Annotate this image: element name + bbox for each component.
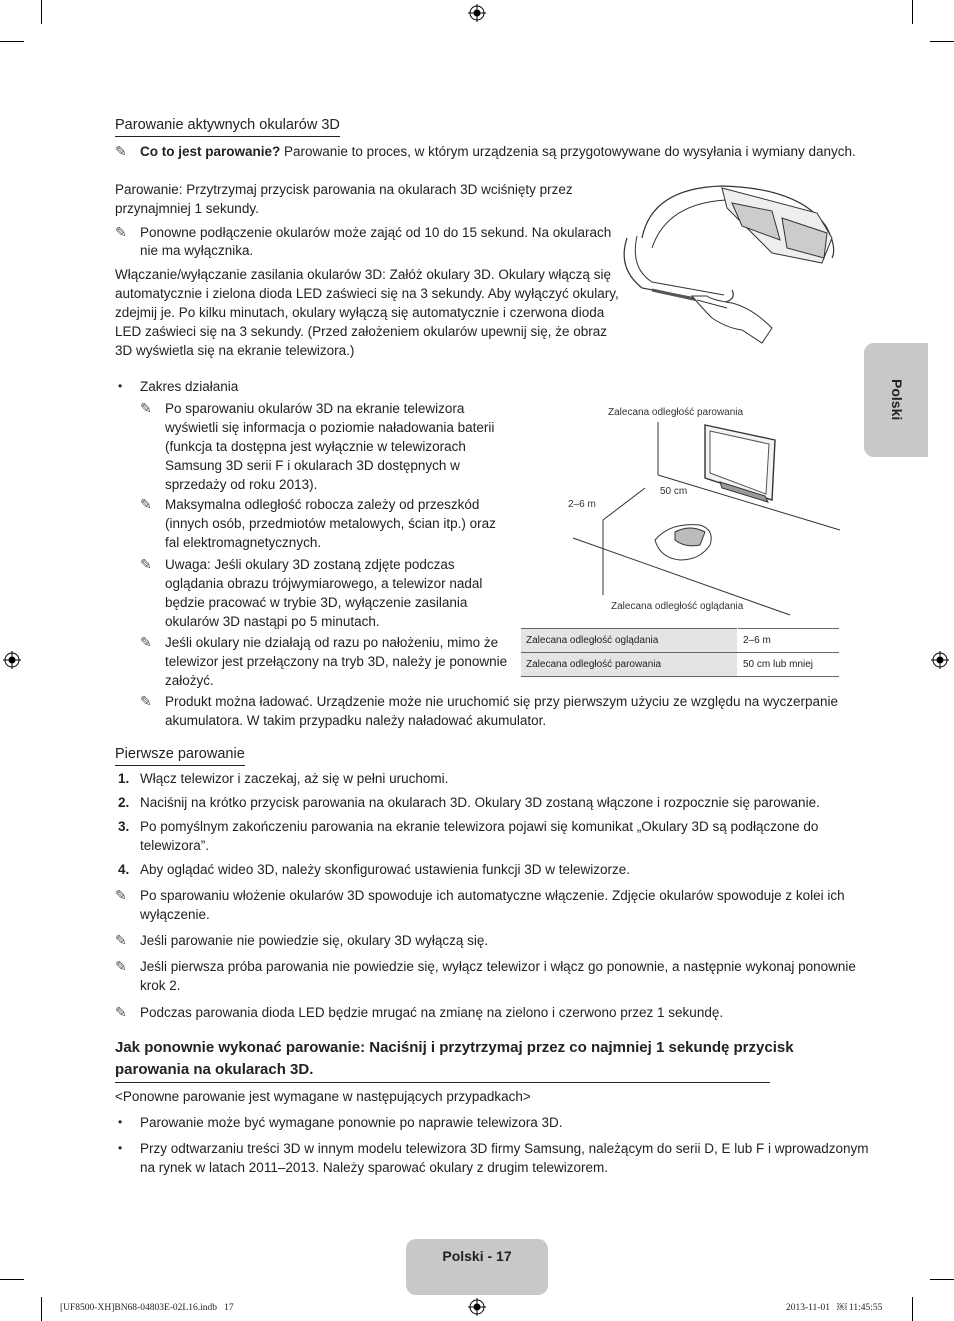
range-note-5 <box>165 692 838 730</box>
text-line: (innych osób, przedmiotów metalowych, ścian itp.) oraz <box>165 516 496 531</box>
step-text: Aby oglądać wideo 3D, należy skonfigurować ustawienia funkcji 3D w telewizorze. <box>140 862 630 877</box>
diagram-label-pairing-distance: Zalecana odległość parowania <box>608 407 744 418</box>
print-footer-right: 2013-11-01 ￼ 11:45:55 <box>786 1303 883 1313</box>
note-pencil-icon: ✎ <box>115 887 127 903</box>
text-line: (funkcja ta dostępna jest wyłącznie w telewizorach <box>165 439 466 454</box>
pairing-paragraph-line2: przynajmniej 1 sekundy. <box>115 201 259 216</box>
text-line: sprzedaży od roku 2013). <box>165 477 318 492</box>
diagram-label-range: 2–6 m <box>568 499 596 510</box>
table-row <box>521 629 839 653</box>
text-line: będzie pracować w trybie 3D, wyłączenie zasilania <box>165 595 468 610</box>
crop-mark <box>912 1297 913 1321</box>
repair-bullet-text: Parowanie może być wymagane ponownie po naprawie telewizora 3D. <box>140 1115 563 1130</box>
bullet-icon: • <box>118 1115 123 1129</box>
range-bullet-label: Zakres działania <box>140 379 239 394</box>
repair-intro: <Ponowne parowanie jest wymagane w następujących przypadkach> <box>115 1089 531 1104</box>
text-line: Produkt można ładować. Urządzenie może nie uruchomić się przy pierwszym użyciu ze względu na wyczerpanie <box>165 694 839 709</box>
diagram-label-viewing-distance: Zalecana odległość oglądania <box>611 601 744 612</box>
heading-line: Jak ponownie wykonać parowanie: Naciśnij i przytrzymaj przez co najmniej 1 sekundę przycisk <box>115 1039 794 1056</box>
pairing-paragraph: Parowanie: Przytrzymaj przycisk parowania na okularach 3D wciśnięty przez <box>115 182 573 197</box>
table-cell-label: Zalecana odległość oglądania <box>521 629 738 653</box>
note-pencil-icon: ✎ <box>115 932 127 948</box>
step-number: 1. <box>118 771 130 786</box>
text-line: Uwaga: Jeśli okulary 3D zostaną zdjęte podczas <box>165 557 455 572</box>
text-line: fal elektromagnetycznych. <box>165 535 322 550</box>
text-line: telewizor jest przełączony na tryb 3D, należy je ponownie <box>165 654 508 669</box>
range-note-3 <box>165 555 482 631</box>
section-heading-repair <box>115 1037 794 1083</box>
power-paragraph-line: Włączanie/wyłączanie zasilania okularów 3D: Załóż okulary 3D. Okulary włączą się <box>115 267 611 282</box>
note-pencil-icon: ✎ <box>140 634 152 650</box>
power-paragraph-line: zdejmij je. Po kilku minutach, okulary wyłączą się automatycznie i czerwona dioda <box>115 305 605 320</box>
bullet-icon: • <box>118 379 123 393</box>
section-heading-first-pairing: Pierwsze parowanie <box>115 745 245 766</box>
note-pencil-icon: ✎ <box>140 556 152 572</box>
first-note-text: Podczas parowania dioda LED będzie mrugać na zmianę na zielono i czerwono przez 1 sekundę. <box>140 1005 724 1020</box>
note-pencil-icon: ✎ <box>140 496 152 512</box>
page-number: Polski - 17 <box>442 1248 512 1264</box>
text-line: okularów 3D nastąpi po 5 minutach. <box>165 614 380 629</box>
bullet-icon: • <box>118 1141 123 1155</box>
registration-mark-icon <box>3 651 21 669</box>
text-line: założyć. <box>165 673 214 688</box>
note-pencil-icon: ✎ <box>140 693 152 709</box>
note-pencil-icon: ✎ <box>115 1004 127 1020</box>
note-reconnect-line: Ponowne podłączenie okularów może zająć od 10 do 15 sekund. Na okularach <box>140 225 612 240</box>
registration-mark-icon <box>468 4 486 22</box>
print-footer-left: [UF8500-XH]BN68-04803E-02L16.indb 17 <box>60 1303 234 1313</box>
crop-mark <box>0 1279 24 1280</box>
repair-bullet-text: Przy odtwarzaniu treści 3D w innym modelu telewizora 3D firmy Samsung, należącym do serii D, E lub F i wprowadzonym <box>140 1141 869 1156</box>
first-note-text: Jeśli parowanie nie powiedzie się, okulary 3D wyłączą się. <box>140 933 489 948</box>
first-note-text: Jeśli pierwsza próba parowania nie powiedzie się, wyłącz telewizor i włącz go ponownie, a następnie wykonaj ponownie <box>140 959 856 974</box>
text-line: wyświetli się informacja o poziomie naładowania baterii <box>165 420 495 435</box>
crop-mark <box>912 0 913 24</box>
table-cell-value: 2–6 m <box>738 629 840 653</box>
range-note-4 <box>165 633 507 690</box>
registration-mark-icon <box>931 651 949 669</box>
distance-table <box>521 628 839 677</box>
heading-line: parowania na okularach 3D. <box>115 1061 314 1078</box>
step-text: telewizora”. <box>140 838 210 853</box>
power-paragraph-line: LED zaświeci się na 3 sekundy. (Przed założeniem okularów upewnij się, że obraz <box>115 324 607 339</box>
step-text: Naciśnij na krótko przycisk parowania na okularach 3D. Okulary 3D zostaną włączone i rozpocznie się parowanie. <box>140 795 820 810</box>
language-side-tab <box>864 343 928 457</box>
power-paragraph-line: 3D wyświetla się na ekranie telewizora.) <box>115 343 355 358</box>
note-pencil-icon: ✎ <box>115 143 127 159</box>
step-number: 4. <box>118 862 130 877</box>
text-line: Jeśli okulary nie działają od razu po nałożeniu, mimo że <box>165 635 499 650</box>
table-cell-label: Zalecana odległość parowania <box>521 653 738 677</box>
table-cell-value: 50 cm lub mniej <box>738 653 840 677</box>
note-pencil-icon: ✎ <box>115 224 127 240</box>
page-number-box <box>406 1239 548 1295</box>
crop-mark <box>930 41 954 42</box>
repair-bullet-text: na rynek w latach 2011–2013. Należy sparować okulary z drugim telewizorem. <box>140 1160 608 1175</box>
glasses-pairing-illustration <box>612 178 844 354</box>
side-tab-label: Polski <box>889 379 905 421</box>
crop-mark <box>930 1279 954 1280</box>
section-heading-active-glasses: Parowanie aktywnych okularów 3D <box>115 116 340 137</box>
power-paragraph-line: automatycznie i zielona dioda LED zaświeci się na 3 sekundy. Aby wyłączyć okulary, <box>115 286 619 301</box>
note-reconnect-line: nie ma wyłącznika. <box>140 243 254 258</box>
crop-mark <box>41 0 42 24</box>
note-pencil-icon: ✎ <box>140 400 152 416</box>
note-pencil-icon: ✎ <box>115 958 127 974</box>
range-note-1 <box>165 399 494 494</box>
step-number: 2. <box>118 795 130 810</box>
crop-mark <box>41 1297 42 1321</box>
range-note-2 <box>165 495 496 552</box>
text-line: akumulatora. W takim przypadku należy naładować akumulator. <box>165 713 547 728</box>
registration-mark-icon <box>468 1298 486 1316</box>
note-what-is-pairing: Co to jest parowanie? Parowanie to proces, w którym urządzenia są przygotowywane do wysyłania i wymiany danych. <box>140 144 856 159</box>
step-text: Po pomyślnym zakończeniu parowania na ekranie telewizora pojawi się komunikat „Okulary 3D są podłączone do <box>140 819 819 834</box>
text-line: Po sparowaniu okularów 3D na ekranie telewizora <box>165 401 465 416</box>
distance-diagram <box>560 400 850 625</box>
first-note-text: krok 2. <box>140 978 181 993</box>
text-line: Samsung 3D serii F i okularach 3D dostępnych w <box>165 458 460 473</box>
first-note-text: wyłączenie. <box>140 907 210 922</box>
step-number: 3. <box>118 819 130 834</box>
text-line: Maksymalna odległość robocza zależy od przeszkód <box>165 497 480 512</box>
first-note-text: Po sparowaniu włożenie okularów 3D spowoduje ich automatyczne włączenie. Zdjęcie okularów spowoduje z kolei ich <box>140 888 845 903</box>
crop-mark <box>0 41 24 42</box>
table-row <box>521 653 839 677</box>
text-line: oglądania obrazu trójwymiarowego, a telewizor nadal <box>165 576 483 591</box>
step-text: Włącz telewizor i zaczekaj, aż się w pełni uruchomi. <box>140 771 449 786</box>
diagram-label-50cm: 50 cm <box>660 486 688 497</box>
